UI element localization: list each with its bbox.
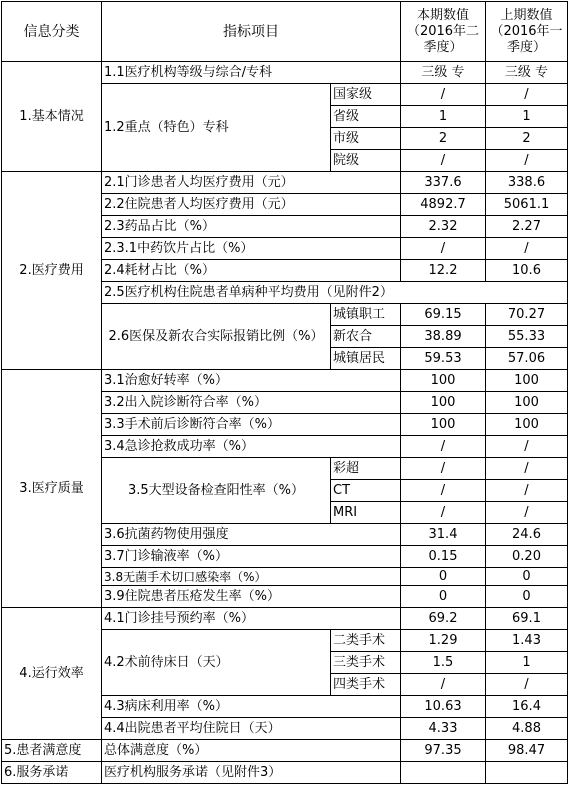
row-current: 97.35 (401, 740, 486, 762)
row-previous: 0.20 (486, 546, 568, 568)
sub-previous: / (486, 674, 568, 696)
section-efficiency: 4.运行效率 (2, 608, 102, 740)
row-label: 2.2住院患者人均医疗费用（元） (102, 194, 401, 216)
header-current: 本期数值（2016年二季度） (401, 2, 486, 62)
section-service: 6.服务承诺 (2, 762, 102, 784)
row-previous: 10.6 (486, 260, 568, 282)
sub-label: 市级 (331, 128, 401, 150)
row-label: 3.9住院患者压疮发生率（%） (102, 586, 401, 608)
row-label: 2.3药品占比（%） (102, 216, 401, 238)
row-previous: / (486, 436, 568, 458)
section-basic: 1.基本情况 (2, 62, 102, 172)
sub-previous: / (486, 84, 568, 106)
row-current: 100 (401, 370, 486, 392)
sub-previous: 1.43 (486, 630, 568, 652)
sub-previous: / (486, 480, 568, 502)
section-satisfaction: 5.患者满意度 (2, 740, 102, 762)
row-label: 3.4急诊抢救成功率（%） (102, 436, 401, 458)
row-current: 4892.7 (401, 194, 486, 216)
row-current: 69.2 (401, 608, 486, 630)
row-label: 3.1治愈好转率（%） (102, 370, 401, 392)
row-previous: 69.1 (486, 608, 568, 630)
row-label: 2.4耗材占比（%） (102, 260, 401, 282)
row-previous: 0 (486, 586, 568, 608)
row-current: 0.15 (401, 546, 486, 568)
row-label: 2.3.1中药饮片占比（%） (102, 238, 401, 260)
sub-current: 1.5 (401, 652, 486, 674)
sub-label: 城镇职工 (331, 304, 401, 326)
row-current: 100 (401, 414, 486, 436)
sub-label: 院级 (331, 150, 401, 172)
row-previous-empty (486, 762, 568, 784)
row-previous: 三级 专 (486, 62, 568, 84)
row-previous: 16.4 (486, 696, 568, 718)
row-previous: / (486, 238, 568, 260)
row-current: 100 (401, 392, 486, 414)
row-label: 总体满意度（%） (102, 740, 401, 762)
row-current: 31.4 (401, 524, 486, 546)
sub-current: / (401, 150, 486, 172)
row-label: 3.6抗菌药物使用强度 (102, 524, 401, 546)
sub-current: 59.53 (401, 348, 486, 370)
row-label: 3.5大型设备检查阳性率（%） (102, 458, 331, 524)
row-current: 0 (401, 586, 486, 608)
row-label: 3.2出入院诊断符合率（%） (102, 392, 401, 414)
row-previous: 100 (486, 370, 568, 392)
header-category: 信息分类 (2, 2, 102, 62)
row-previous: 338.6 (486, 172, 568, 194)
row-previous: 5061.1 (486, 194, 568, 216)
sub-current: 1.29 (401, 630, 486, 652)
sub-previous: / (486, 502, 568, 524)
row-label: 4.2术前待床日（天） (102, 630, 331, 696)
sub-label: 省级 (331, 106, 401, 128)
row-label: 3.8无菌手术切口感染率（%） (102, 568, 401, 586)
row-label: 医疗机构服务承诺（见附件3） (102, 762, 401, 784)
header-previous: 上期数值（2016年一季度） (486, 2, 568, 62)
sub-previous: / (486, 458, 568, 480)
row-previous: 4.88 (486, 718, 568, 740)
row-current: 4.33 (401, 718, 486, 740)
sub-previous: 1 (486, 106, 568, 128)
row-current: 三级 专 (401, 62, 486, 84)
row-current: 337.6 (401, 172, 486, 194)
row-current-empty (401, 762, 486, 784)
sub-label: 彩超 (331, 458, 401, 480)
row-label: 4.4出院患者平均住院日（天） (102, 718, 401, 740)
sub-label: 二类手术 (331, 630, 401, 652)
sub-current: 38.89 (401, 326, 486, 348)
row-label: 3.3手术前后诊断符合率（%） (102, 414, 401, 436)
row-previous: 100 (486, 392, 568, 414)
indicator-table (1, 1, 568, 784)
row-previous: 98.47 (486, 740, 568, 762)
row-label: 1.2重点（特色）专科 (102, 84, 331, 172)
sub-previous: 55.33 (486, 326, 568, 348)
sub-current: 2 (401, 128, 486, 150)
sub-previous: 57.06 (486, 348, 568, 370)
section-cost: 2.医疗费用 (2, 172, 102, 370)
sub-current: 1 (401, 106, 486, 128)
sub-label: CT (331, 480, 401, 502)
sub-previous: 1 (486, 652, 568, 674)
sub-label: 新农合 (331, 326, 401, 348)
sub-label: 国家级 (331, 84, 401, 106)
row-label: 4.3病床利用率（%） (102, 696, 401, 718)
row-current: 0 (401, 568, 486, 586)
sub-current: / (401, 480, 486, 502)
section-quality: 3.医疗质量 (2, 370, 102, 608)
row-label: 2.6医保及新农合实际报销比例（%） (102, 304, 331, 370)
sub-label: MRI (331, 502, 401, 524)
row-label: 2.5医疗机构住院患者单病种平均费用（见附件2） (102, 282, 568, 304)
row-current: 12.2 (401, 260, 486, 282)
sub-current: / (401, 458, 486, 480)
sub-current: 69.15 (401, 304, 486, 326)
row-label: 2.1门诊患者人均医疗费用（元） (102, 172, 401, 194)
sub-previous: 2 (486, 128, 568, 150)
sub-previous: 70.27 (486, 304, 568, 326)
sub-current: / (401, 84, 486, 106)
row-current: / (401, 238, 486, 260)
sub-current: / (401, 502, 486, 524)
row-current: / (401, 436, 486, 458)
row-label: 3.7门诊输液率（%） (102, 546, 401, 568)
row-previous: 0 (486, 568, 568, 586)
row-label: 4.1门诊挂号预约率（%） (102, 608, 401, 630)
row-previous: 24.6 (486, 524, 568, 546)
row-previous: 2.27 (486, 216, 568, 238)
sub-current: / (401, 674, 486, 696)
row-current: 2.32 (401, 216, 486, 238)
row-current: 10.63 (401, 696, 486, 718)
row-label: 1.1医疗机构等级与综合/专科 (102, 62, 401, 84)
sub-label: 四类手术 (331, 674, 401, 696)
sub-label: 城镇居民 (331, 348, 401, 370)
header-item: 指标项目 (102, 2, 401, 62)
row-previous: 100 (486, 414, 568, 436)
sub-previous: / (486, 150, 568, 172)
sub-label: 三类手术 (331, 652, 401, 674)
